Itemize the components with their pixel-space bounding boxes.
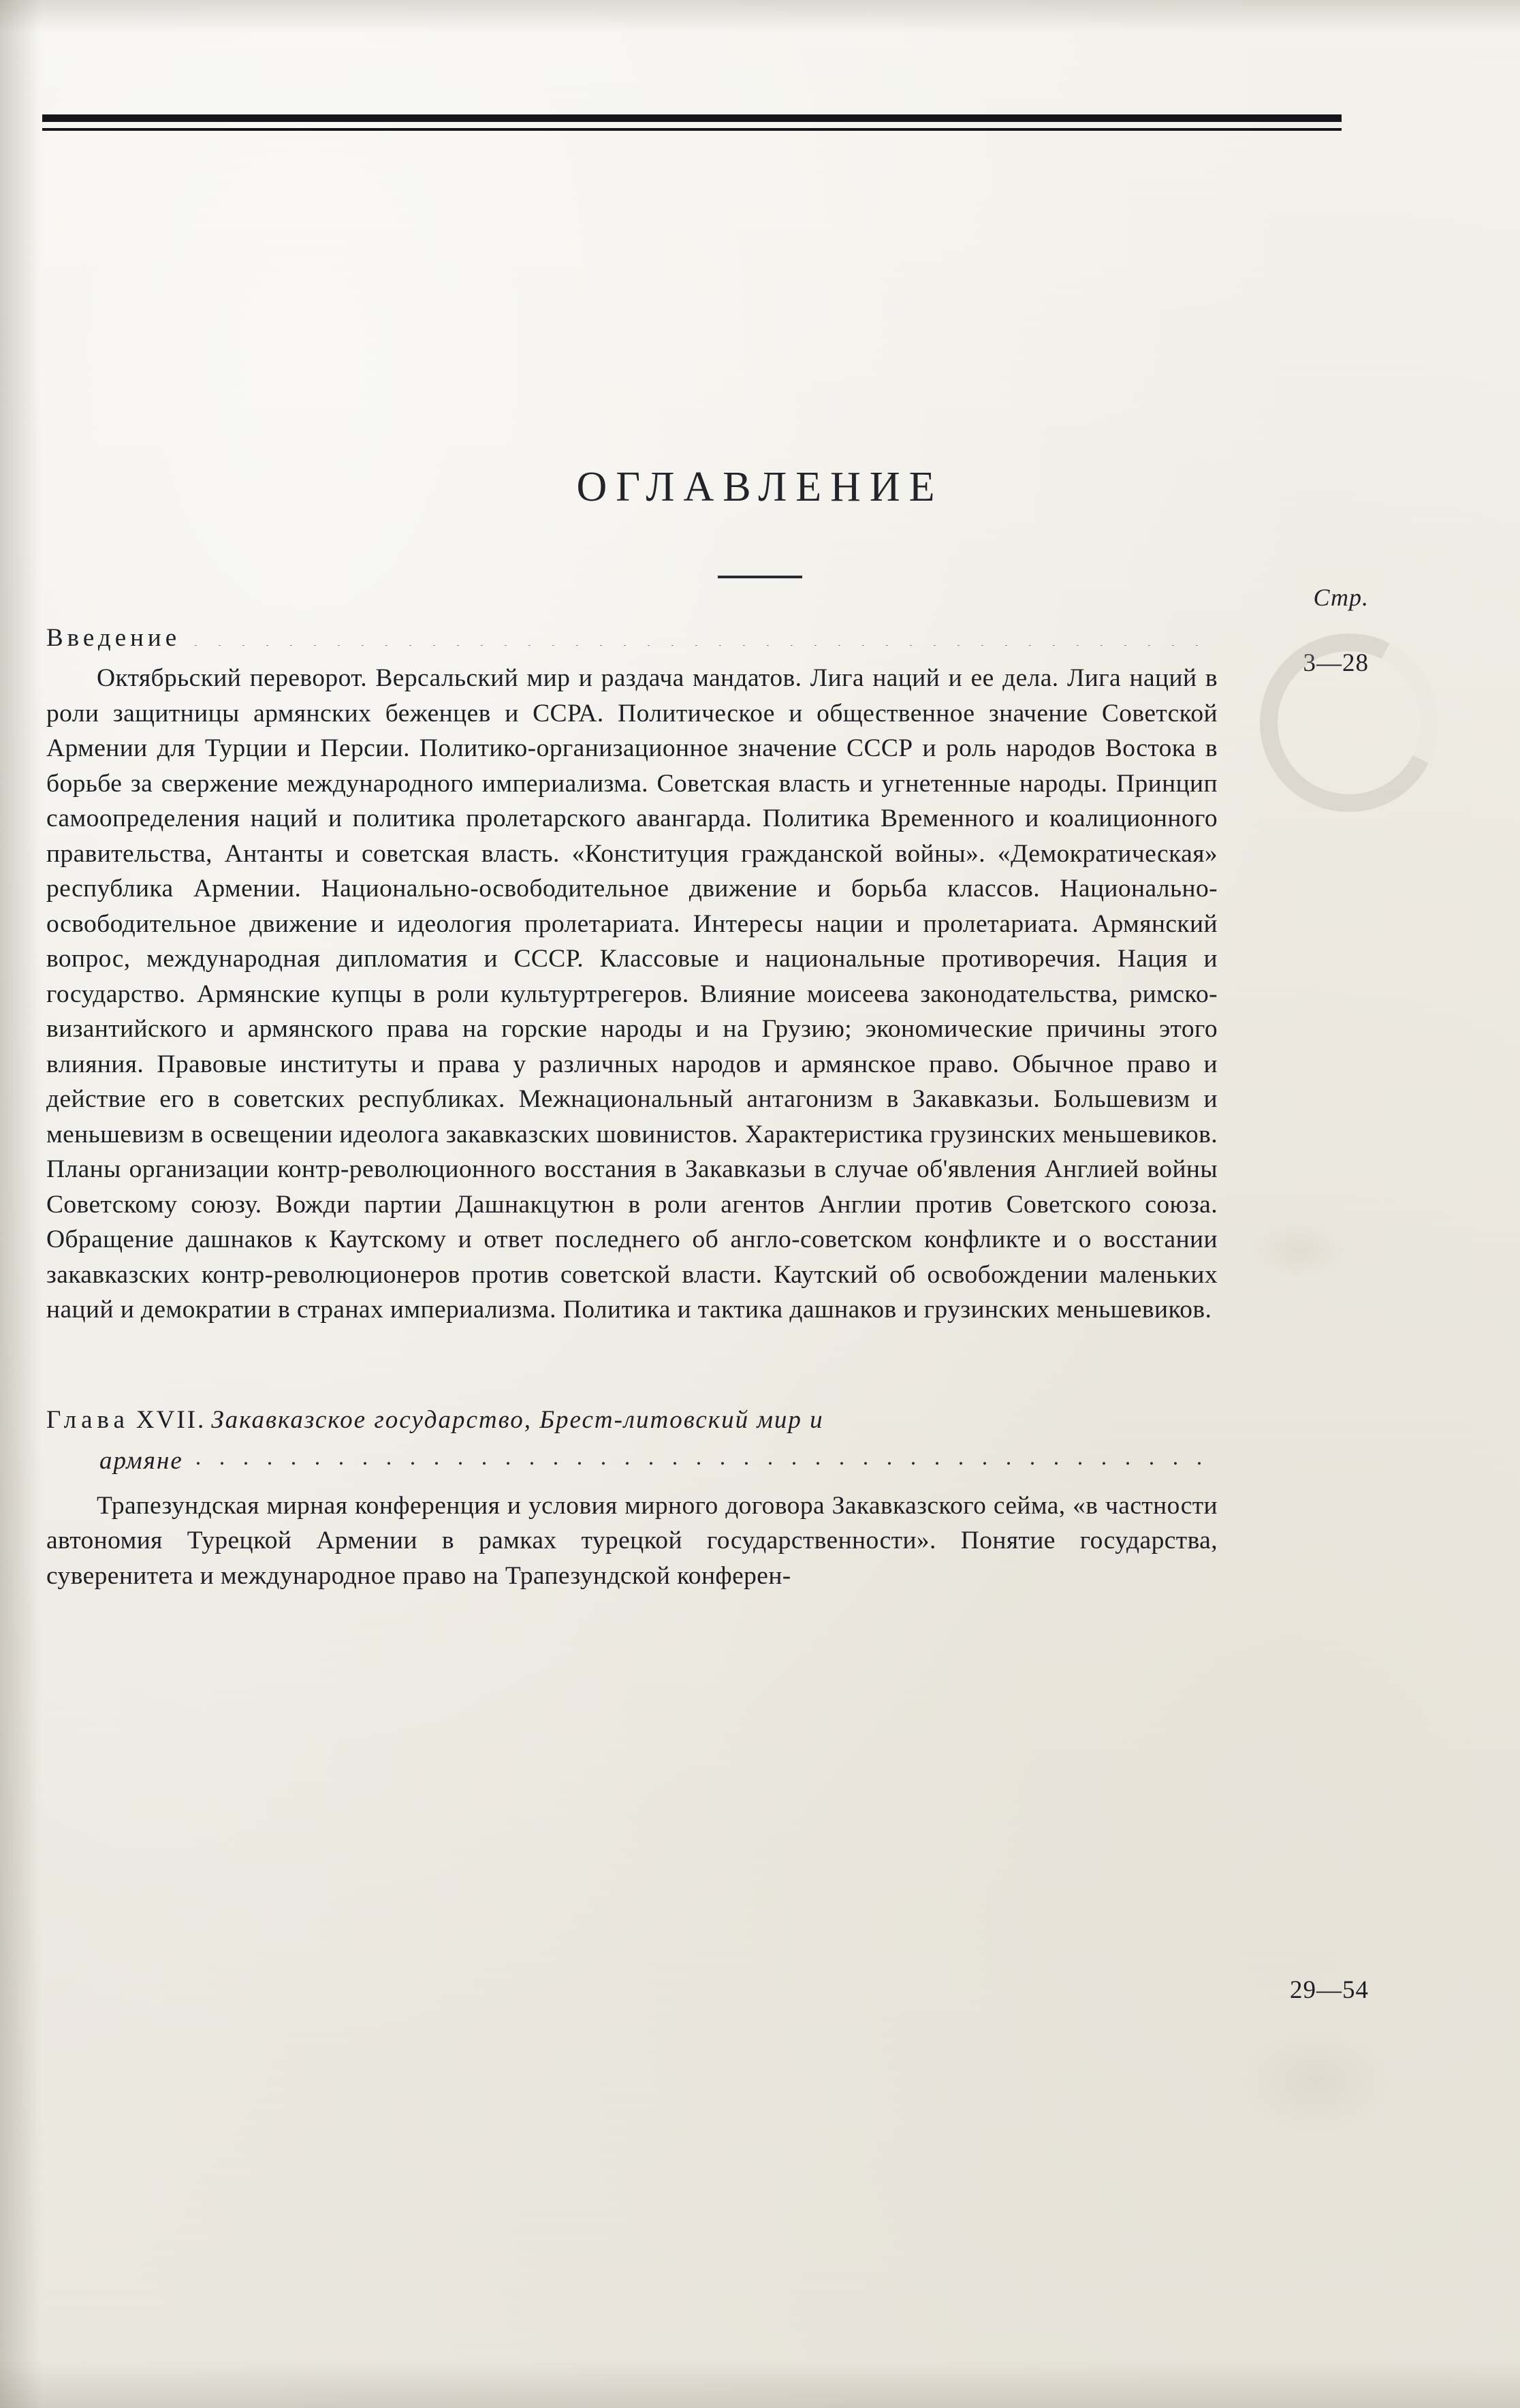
intro-summary-paragraph: Октябрьский переворот. Версальский мир и раздача мандатов. Лига наций и ее дела. Лига наций в роли защитницы армянских беженцев и ССРА. Политическое и общественное значение Советской Армении для Турции и Персии. Политико-организационное значение СССР и роль народов Востока в борьбе за свержение международного империализма. Советская власть и угнетенные народы. Принцип самоопределения наций и политика пролетарского авангарда. Политика Временного и коалиционного правительства, Антанты и советская власть. «Конституция гражданской войны». «Демократическая» республика Армении. Национально-освободительное движение и борьба классов. Национально-освободительное движение и идеология пролетариата. Интересы нации и пролетариата. Армянский вопрос, международная дипломатия и СССР. Классовые и национальные противоречия. Нация и государство. Армянские купцы в роли культуртрегеров. Влияние моисеева законодательства, римско-византийского и армянского права на горские народы и на Грузию; экономические причины этого влияния. Правовые институты и права у различных народов и армянское право. Обычное право и действие его в советских республиках. Межнациональный антагонизм в Закавказьи. Большевизм и меньшевизм в освещении идеолога закавказских шовинистов. Характеристика грузинских меньшевиков. Планы организации контр-революционного восстания в Закавказьи в случае об'явления Англией войны Советскому союзу. Вожди партии Дашнакцутюн в роли агентов Англии против Советского союза. Обращение дашнаков к Каутскому и ответ последнего об англо-советском конфликте и о восстании закавказских контр-революционеров против советской власти. Каутский об освобождении маленьких наций и демократии в странах империализма. Политика и тактика дашнаков и грузинских меньшевиков.	[46, 664, 1218, 1324]
chapter-title-line-1: Закавказское государство, Брест-литовский мир и	[211, 1405, 824, 1434]
rule-thin	[42, 128, 1342, 131]
rule-gap	[42, 122, 1342, 128]
title-divider	[718, 576, 802, 578]
chapter-heading-line-2	[46, 1442, 1218, 1480]
dot-leader	[195, 1462, 1209, 1469]
page-column-header: Стр.	[1313, 584, 1369, 611]
toc-entry-introduction[interactable]	[46, 623, 1218, 653]
intro-page-range: 3—28	[1303, 649, 1369, 677]
chapter-word: Глава	[46, 1405, 129, 1434]
chapter-number: XVII.	[136, 1405, 206, 1434]
scan-artifact-smudge-lower	[1241, 2030, 1391, 2132]
toc-entry-chapter-17[interactable]	[46, 1401, 1218, 1480]
chapter-17-summary-paragraph: Трапезундская мирная конференция и условия мирного договора Закавказского сейма, «в частности автономия Турецкой Армении в рамках турецкой государственности». Понятие государства, суверенитета и международное право на Трапезундской конферен-	[46, 1491, 1218, 1590]
chapter-17-page-range: 29—54	[1290, 1976, 1369, 2004]
page-edge-shadow-left	[0, 0, 41, 2408]
toc-body-column	[46, 623, 1218, 1593]
toc-entry-label: Введение	[46, 624, 181, 652]
page-edge-shadow-bottom	[0, 2360, 1520, 2408]
scan-artifact-ring	[1237, 610, 1461, 835]
chapter-heading-line-1	[46, 1401, 1218, 1439]
top-double-rule	[42, 114, 1342, 131]
rule-thick	[42, 114, 1342, 122]
scan-artifact-smudge	[1248, 1219, 1350, 1281]
dot-leader	[193, 639, 1209, 646]
chapter-title-line-2: армяне	[99, 1446, 183, 1475]
page-edge-shadow-top	[0, 0, 1520, 33]
page-title: ОГЛАВЛЕНИЕ	[576, 464, 944, 510]
